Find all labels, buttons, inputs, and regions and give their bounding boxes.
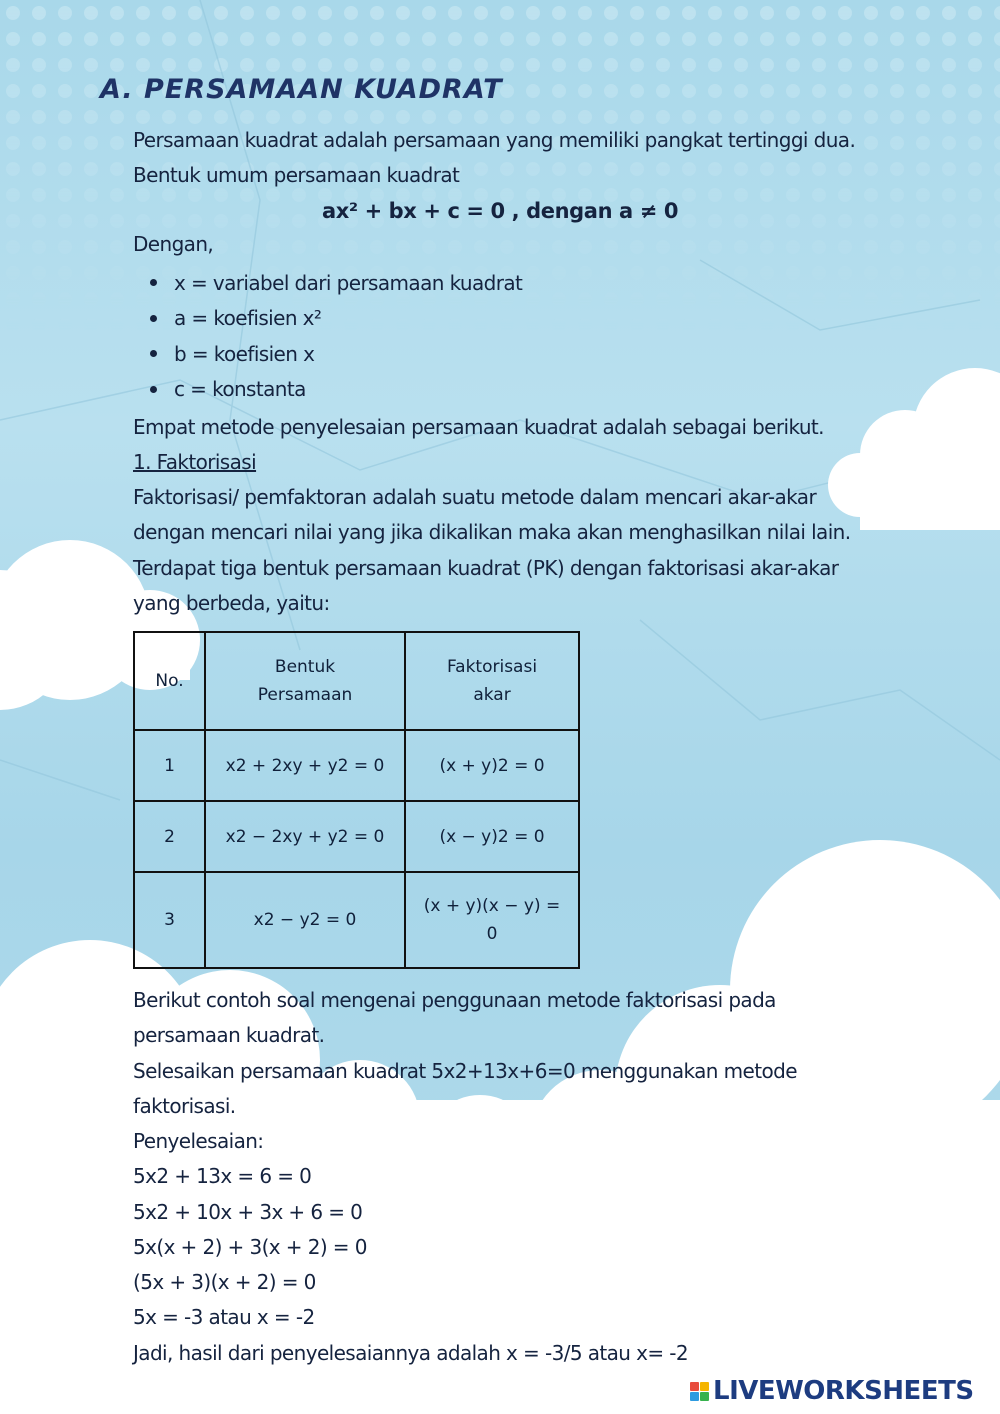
header-faktorisasi: Faktorisasi akar	[405, 632, 579, 730]
cell-faktorisasi: (x − y)2 = 0	[405, 801, 579, 872]
cell-no: 1	[134, 730, 205, 801]
list-item: b = koefisien x	[150, 336, 522, 372]
faktorisasi-para-3: Terdapat tiga bentuk persamaan kuadrat (PK) dengan faktorisasi akar-akar	[133, 556, 839, 580]
dengan-label: Dengan,	[133, 232, 214, 256]
list-item: x = variabel dari persamaan kuadrat	[150, 265, 522, 301]
list-item: c = konstanta	[150, 372, 522, 408]
example-line-5: Penyelesaian:	[133, 1129, 264, 1153]
cell-faktorisasi: (x + y)(x − y) = 0	[405, 872, 579, 968]
table-header-row	[134, 632, 579, 730]
solution-step-4: (5x + 3)(x + 2) = 0	[133, 1270, 316, 1294]
bullet-icon	[150, 386, 157, 393]
variable-list	[150, 265, 522, 407]
header-bentuk: Bentuk Persamaan	[205, 632, 405, 730]
faktorisasi-title: 1. Faktorisasi	[133, 450, 257, 474]
faktorisasi-para-2: dengan mencari nilai yang jika dikalikan maka akan menghasilkan nilai lain.	[133, 520, 851, 544]
faktorisasi-table	[133, 631, 580, 969]
liveworksheets-wordmark: LIVEWORKSHEETS	[713, 1376, 974, 1406]
solution-step-2: 5x2 + 10x + 3x + 6 = 0	[133, 1200, 363, 1224]
table-row	[134, 801, 579, 872]
cell-bentuk: x2 + 2xy + y2 = 0	[205, 730, 405, 801]
cell-faktorisasi: (x + y)2 = 0	[405, 730, 579, 801]
solution-conclusion: Jadi, hasil dari penyelesaiannya adalah x = -3/5 atau x= -2	[133, 1341, 689, 1365]
example-line-1: Berikut contoh soal mengenai penggunaan metode faktorisasi pada	[133, 988, 776, 1012]
example-line-3: Selesaikan persamaan kuadrat 5x2+13x+6=0 menggunakan metode	[133, 1059, 797, 1083]
cell-bentuk: x2 − 2xy + y2 = 0	[205, 801, 405, 872]
general-formula: ax² + bx + c = 0 , dengan a ≠ 0	[321, 199, 679, 223]
solution-step-1: 5x2 + 13x = 6 = 0	[133, 1164, 312, 1188]
cell-no: 2	[134, 801, 205, 872]
intro-line-1: Persamaan kuadrat adalah persamaan yang memiliki pangkat tertinggi dua.	[133, 128, 856, 152]
methods-intro: Empat metode penyelesaian persamaan kuadrat adalah sebagai berikut.	[133, 415, 824, 439]
solution-step-3: 5x(x + 2) + 3(x + 2) = 0	[133, 1235, 367, 1259]
liveworksheets-logo	[690, 1374, 974, 1408]
faktorisasi-para-4: yang berbeda, yaitu:	[133, 591, 330, 615]
header-no: No.	[134, 632, 205, 730]
solution-step-5: 5x = -3 atau x = -2	[133, 1305, 315, 1329]
table-row	[134, 730, 579, 801]
table-row	[134, 872, 579, 968]
list-item: a = koefisien x²	[150, 301, 522, 337]
bullet-icon	[150, 315, 157, 322]
intro-line-2: Bentuk umum persamaan kuadrat	[133, 163, 460, 187]
section-heading: A. PERSAMAAN KUADRAT	[100, 74, 503, 105]
cell-bentuk: x2 − y2 = 0	[205, 872, 405, 968]
example-line-4: faktorisasi.	[133, 1094, 236, 1118]
bullet-icon	[150, 279, 157, 286]
example-line-2: persamaan kuadrat.	[133, 1023, 325, 1047]
liveworksheets-logo-icon	[690, 1382, 709, 1401]
cell-no: 3	[134, 872, 205, 968]
faktorisasi-para-1: Faktorisasi/ pemfaktoran adalah suatu metode dalam mencari akar-akar	[133, 485, 817, 509]
bullet-icon	[150, 350, 157, 357]
